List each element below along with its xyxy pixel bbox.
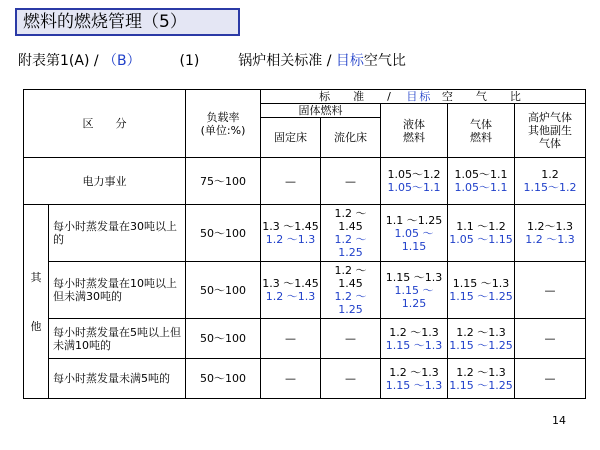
header-fixed-bed: 固定床: [261, 118, 321, 158]
table-row: [24, 359, 586, 399]
load-cell: 75～100: [186, 158, 261, 205]
table-row: [24, 319, 586, 359]
fluid-cell: —: [321, 359, 381, 399]
fixed-cell: —: [261, 319, 321, 359]
load-cell: 50～100: [186, 319, 261, 359]
liquid-cell: 1.2 ～1.3 1.15 ～1.3: [381, 359, 448, 399]
header-standard: 标 准 / 目标 空 气 比: [261, 90, 586, 104]
liquid-cell: 1.2 ～1.3 1.15 ～1.3: [381, 319, 448, 359]
header-liquid-fuel: 液体 燃料: [381, 104, 448, 158]
header-blast-furnace-gas: 高炉气体 其他副生 气体: [515, 104, 586, 158]
gas-cell: 1.05～1.1 1.05～1.1: [448, 158, 515, 205]
header-solid-fuel: 固体燃料: [261, 104, 381, 118]
subtitle-part1: 锅炉相关标准 /: [238, 53, 332, 69]
gas-cell: 1.15 ～1.3 1.15 ～1.25: [448, 262, 515, 319]
subtitle-blue-word: 目标: [335, 53, 364, 69]
slide-title: 燃料的燃烧管理（5）: [15, 8, 240, 36]
subtitle-number: (1): [179, 53, 200, 69]
gas-cell: 1.2 ～1.3 1.15 ～1.25: [448, 359, 515, 399]
subtitle-prefix: 附表第1(A) /: [18, 53, 99, 69]
header-load: 负载率 (单位:%): [186, 90, 261, 158]
load-cell: 50～100: [186, 262, 261, 319]
table-row: [24, 158, 586, 205]
bf-cell: —: [515, 359, 586, 399]
gas-cell: 1.2 ～1.3 1.15 ～1.25: [448, 319, 515, 359]
fixed-cell: 1.3 ～1.45 1.2 ～1.3: [261, 205, 321, 262]
fluid-cell: —: [321, 158, 381, 205]
header-fluidized-bed: 流化床: [321, 118, 381, 158]
bf-cell: 1.2～1.3 1.2 ～1.3: [515, 205, 586, 262]
gas-cell: 1.1 ～1.2 1.05 ～1.15: [448, 205, 515, 262]
liquid-cell: 1.15 ～1.3 1.15 ～ 1.25: [381, 262, 448, 319]
table-subtitle: [18, 50, 406, 70]
fixed-cell: 1.3 ～1.45 1.2 ～1.3: [261, 262, 321, 319]
page-number: 14: [552, 414, 566, 427]
subtitle-b-part: （B）: [103, 53, 141, 69]
row-label: 每小时蒸发量在10吨以上但未满30吨的: [49, 262, 186, 319]
liquid-cell: 1.05～1.2 1.05～1.1: [381, 158, 448, 205]
row-label: 每小时蒸发量在5吨以上但未满10吨的: [49, 319, 186, 359]
bf-cell: 1.2 1.15～1.2: [515, 158, 586, 205]
fixed-cell: —: [261, 158, 321, 205]
other-group-label: 其 他: [24, 205, 49, 399]
fluid-cell: 1.2 ～ 1.45 1.2 ～ 1.25: [321, 262, 381, 319]
subtitle-part2: 空气比: [363, 53, 406, 69]
row-label: 每小时蒸发量在30吨以上的: [49, 205, 186, 262]
fluid-cell: —: [321, 319, 381, 359]
header-category: 区 分: [24, 90, 186, 158]
header-gas-fuel: 气体 燃料: [448, 104, 515, 158]
table-row: [24, 205, 586, 262]
fixed-cell: —: [261, 359, 321, 399]
fluid-cell: 1.2 ～ 1.45 1.2 ～ 1.25: [321, 205, 381, 262]
air-ratio-table: [23, 89, 586, 399]
table-row: [24, 262, 586, 319]
load-cell: 50～100: [186, 205, 261, 262]
liquid-cell: 1.1 ～1.25 1.05 ～ 1.15: [381, 205, 448, 262]
row-label: 每小时蒸发量未满5吨的: [49, 359, 186, 399]
load-cell: 50～100: [186, 359, 261, 399]
bf-cell: —: [515, 319, 586, 359]
bf-cell: —: [515, 262, 586, 319]
row-label: 电力事业: [24, 158, 186, 205]
